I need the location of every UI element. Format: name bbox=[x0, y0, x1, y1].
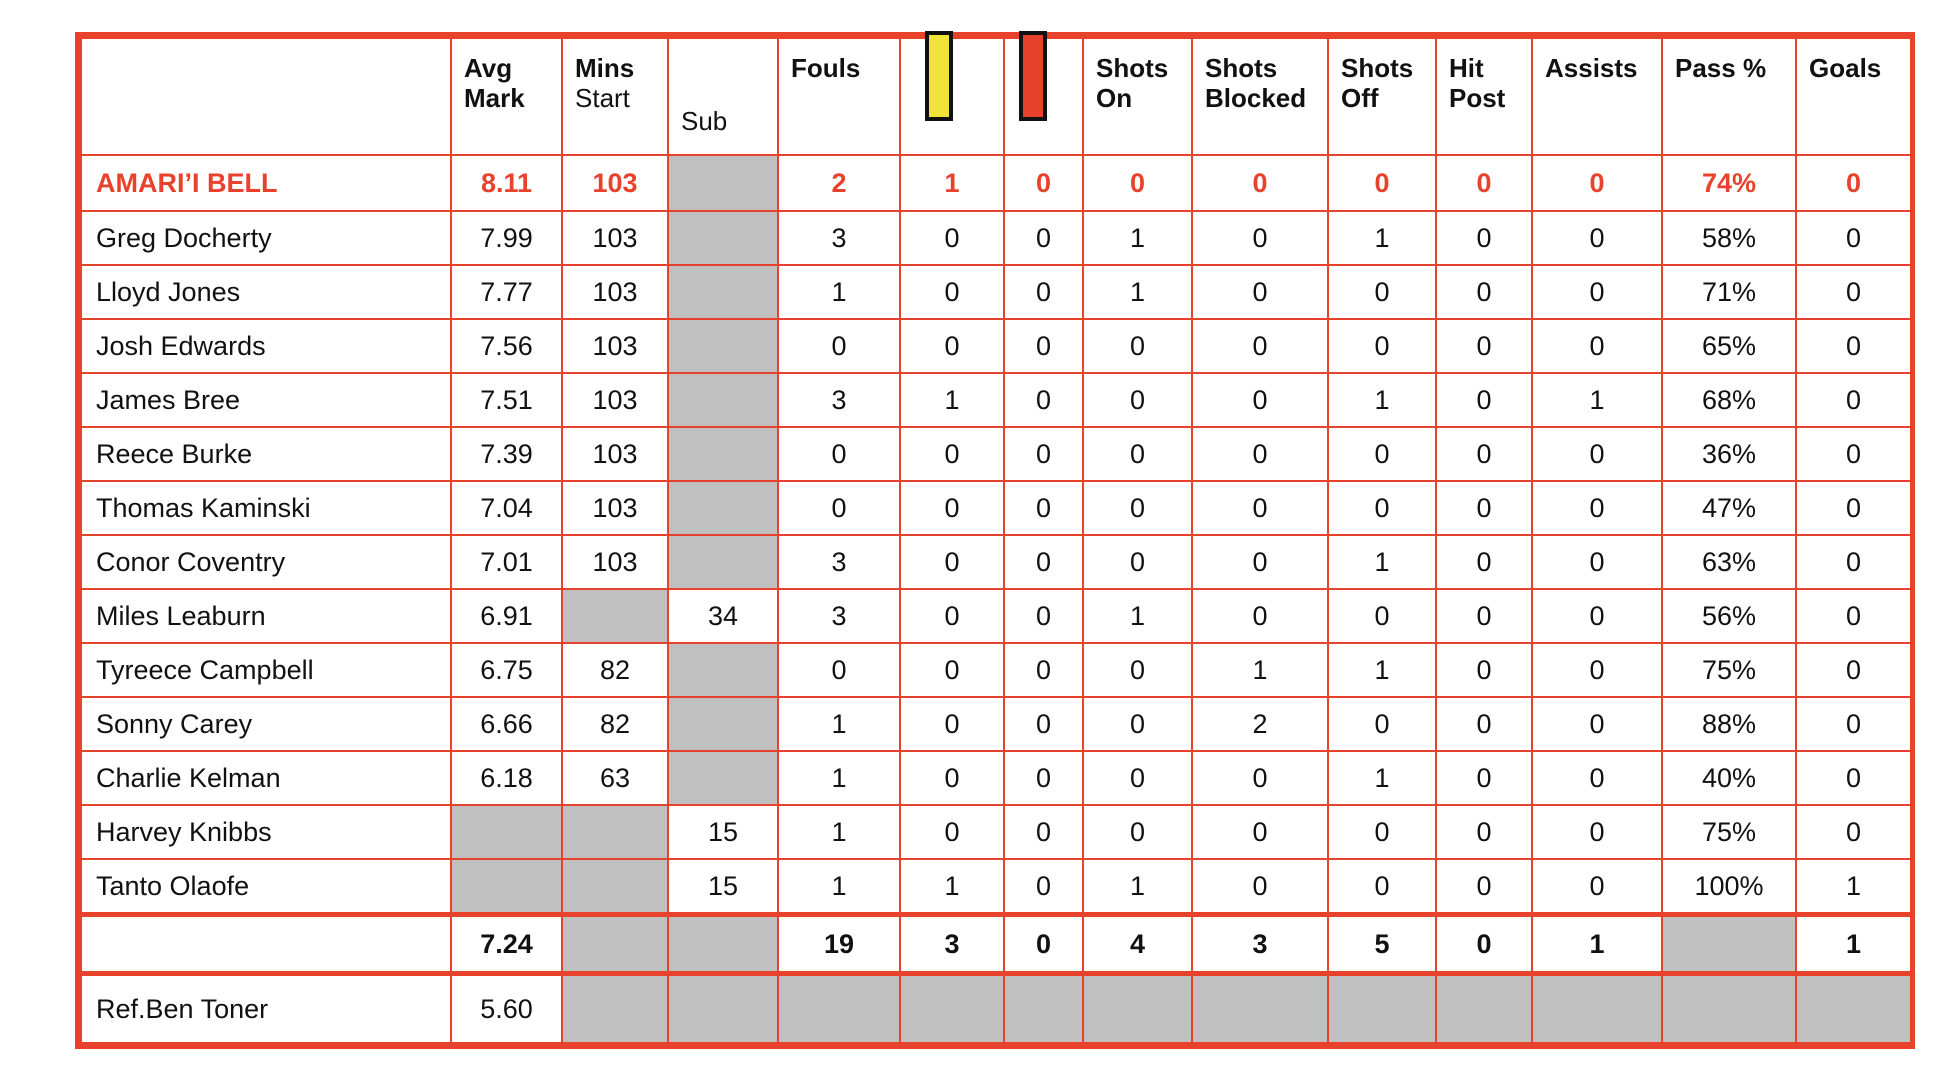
player-row bbox=[81, 265, 1911, 319]
cell-avg: 7.01 bbox=[451, 535, 562, 589]
player-row bbox=[81, 211, 1911, 265]
referee-empty-cell bbox=[1662, 974, 1796, 1044]
cell-post: 0 bbox=[1436, 211, 1532, 265]
cell-on: 1 bbox=[1083, 589, 1192, 643]
cell-name: AMARI’I BELL bbox=[81, 155, 451, 211]
cell-red: 0 bbox=[1004, 697, 1083, 751]
cell-goals: 0 bbox=[1796, 805, 1911, 859]
cell-fouls: 1 bbox=[778, 751, 900, 805]
cell-name: Josh Edwards bbox=[81, 319, 451, 373]
cell-sub bbox=[668, 643, 778, 697]
cell-pass: 68% bbox=[1662, 373, 1796, 427]
cell-on: 0 bbox=[1083, 697, 1192, 751]
cell-blocked: 0 bbox=[1192, 319, 1328, 373]
cell-fouls: 1 bbox=[778, 697, 900, 751]
referee-empty-cell bbox=[1796, 974, 1911, 1044]
cell-red: 0 bbox=[1004, 589, 1083, 643]
cell-pass: 36% bbox=[1662, 427, 1796, 481]
cell-pass: 74% bbox=[1662, 155, 1796, 211]
cell-blocked: 0 bbox=[1192, 211, 1328, 265]
cell-post: 0 bbox=[1436, 697, 1532, 751]
cell-red: 0 bbox=[1004, 643, 1083, 697]
cell-pass: 58% bbox=[1662, 211, 1796, 265]
total-yellow: 3 bbox=[900, 915, 1004, 974]
cell-on: 0 bbox=[1083, 481, 1192, 535]
player-row bbox=[81, 805, 1911, 859]
cell-pass: 56% bbox=[1662, 589, 1796, 643]
cell-avg: 7.99 bbox=[451, 211, 562, 265]
cell-off: 1 bbox=[1328, 751, 1436, 805]
cell-off: 0 bbox=[1328, 481, 1436, 535]
cell-goals: 1 bbox=[1796, 859, 1911, 915]
cell-name: Charlie Kelman bbox=[81, 751, 451, 805]
total-off: 5 bbox=[1328, 915, 1436, 974]
cell-blocked: 0 bbox=[1192, 859, 1328, 915]
cell-sub bbox=[668, 373, 778, 427]
cell-pass: 65% bbox=[1662, 319, 1796, 373]
player-row bbox=[81, 319, 1911, 373]
cell-blocked: 0 bbox=[1192, 265, 1328, 319]
cell-fouls: 3 bbox=[778, 211, 900, 265]
cell-goals: 0 bbox=[1796, 535, 1911, 589]
cell-sub bbox=[668, 265, 778, 319]
referee-empty-cell bbox=[778, 974, 900, 1044]
referee-name: Ref.Ben Toner bbox=[81, 974, 451, 1044]
cell-fouls: 2 bbox=[778, 155, 900, 211]
cell-assists: 0 bbox=[1532, 697, 1662, 751]
cell-assists: 0 bbox=[1532, 535, 1662, 589]
cell-goals: 0 bbox=[1796, 319, 1911, 373]
cell-off: 0 bbox=[1328, 805, 1436, 859]
header-shots-off: Shots Off bbox=[1328, 38, 1436, 155]
cell-avg: 7.39 bbox=[451, 427, 562, 481]
cell-goals: 0 bbox=[1796, 697, 1911, 751]
cell-blocked: 0 bbox=[1192, 589, 1328, 643]
cell-avg: 6.91 bbox=[451, 589, 562, 643]
referee-avg: 5.60 bbox=[451, 974, 562, 1044]
referee-empty-cell bbox=[562, 974, 668, 1044]
cell-sub bbox=[668, 155, 778, 211]
cell-avg bbox=[451, 859, 562, 915]
header-shots-on: Shots On bbox=[1083, 38, 1192, 155]
cell-pass: 75% bbox=[1662, 805, 1796, 859]
total-pass bbox=[1662, 915, 1796, 974]
cell-sub bbox=[668, 697, 778, 751]
cell-assists: 0 bbox=[1532, 643, 1662, 697]
cell-name: Conor Coventry bbox=[81, 535, 451, 589]
cell-pass: 75% bbox=[1662, 643, 1796, 697]
referee-empty-cell bbox=[1436, 974, 1532, 1044]
header-pass-percent: Pass % bbox=[1662, 38, 1796, 155]
player-row bbox=[81, 535, 1911, 589]
cell-post: 0 bbox=[1436, 589, 1532, 643]
cell-fouls: 3 bbox=[778, 535, 900, 589]
cell-start: 103 bbox=[562, 427, 668, 481]
cell-off: 0 bbox=[1328, 319, 1436, 373]
referee-empty-cell bbox=[1083, 974, 1192, 1044]
cell-off: 0 bbox=[1328, 697, 1436, 751]
cell-on: 0 bbox=[1083, 535, 1192, 589]
player-ratings-table bbox=[75, 32, 1915, 1049]
cell-pass: 47% bbox=[1662, 481, 1796, 535]
cell-red: 0 bbox=[1004, 211, 1083, 265]
cell-yellow: 0 bbox=[900, 589, 1004, 643]
cell-assists: 0 bbox=[1532, 319, 1662, 373]
cell-red: 0 bbox=[1004, 265, 1083, 319]
cell-pass: 40% bbox=[1662, 751, 1796, 805]
player-row bbox=[81, 589, 1911, 643]
cell-red: 0 bbox=[1004, 155, 1083, 211]
cell-goals: 0 bbox=[1796, 427, 1911, 481]
total-name bbox=[81, 915, 451, 974]
cell-yellow: 0 bbox=[900, 805, 1004, 859]
cell-fouls: 0 bbox=[778, 481, 900, 535]
cell-name: Reece Burke bbox=[81, 427, 451, 481]
cell-post: 0 bbox=[1436, 535, 1532, 589]
player-row bbox=[81, 751, 1911, 805]
cell-assists: 0 bbox=[1532, 265, 1662, 319]
cell-on: 1 bbox=[1083, 265, 1192, 319]
cell-blocked: 0 bbox=[1192, 751, 1328, 805]
cell-off: 1 bbox=[1328, 211, 1436, 265]
cell-name: Tyreece Campbell bbox=[81, 643, 451, 697]
cell-sub bbox=[668, 481, 778, 535]
header-hit-post: Hit Post bbox=[1436, 38, 1532, 155]
cell-yellow: 1 bbox=[900, 373, 1004, 427]
header-yellow-card bbox=[900, 38, 1004, 155]
cell-avg: 6.18 bbox=[451, 751, 562, 805]
header-mins-start: Mins Start bbox=[562, 38, 668, 155]
cell-blocked: 0 bbox=[1192, 535, 1328, 589]
cell-on: 0 bbox=[1083, 751, 1192, 805]
cell-name: Miles Leaburn bbox=[81, 589, 451, 643]
cell-start bbox=[562, 859, 668, 915]
cell-sub: 15 bbox=[668, 859, 778, 915]
cell-post: 0 bbox=[1436, 805, 1532, 859]
cell-start: 103 bbox=[562, 535, 668, 589]
cell-on: 0 bbox=[1083, 319, 1192, 373]
cell-blocked: 0 bbox=[1192, 805, 1328, 859]
cell-avg: 7.51 bbox=[451, 373, 562, 427]
cell-name: Greg Docherty bbox=[81, 211, 451, 265]
total-goals: 1 bbox=[1796, 915, 1911, 974]
cell-fouls: 3 bbox=[778, 589, 900, 643]
referee-empty-cell bbox=[1004, 974, 1083, 1044]
cell-red: 0 bbox=[1004, 319, 1083, 373]
cell-sub bbox=[668, 535, 778, 589]
total-sub bbox=[668, 915, 778, 974]
yellow-card-icon bbox=[925, 31, 953, 121]
cell-sub bbox=[668, 751, 778, 805]
cell-avg: 7.04 bbox=[451, 481, 562, 535]
cell-name: James Bree bbox=[81, 373, 451, 427]
cell-goals: 0 bbox=[1796, 265, 1911, 319]
cell-start bbox=[562, 805, 668, 859]
cell-fouls: 0 bbox=[778, 427, 900, 481]
cell-assists: 0 bbox=[1532, 155, 1662, 211]
cell-on: 1 bbox=[1083, 859, 1192, 915]
cell-off: 1 bbox=[1328, 535, 1436, 589]
cell-fouls: 1 bbox=[778, 805, 900, 859]
cell-pass: 71% bbox=[1662, 265, 1796, 319]
player-row bbox=[81, 859, 1911, 915]
cell-red: 0 bbox=[1004, 751, 1083, 805]
total-blocked: 3 bbox=[1192, 915, 1328, 974]
total-start bbox=[562, 915, 668, 974]
cell-blocked: 2 bbox=[1192, 697, 1328, 751]
referee-empty-cell bbox=[668, 974, 778, 1044]
cell-yellow: 1 bbox=[900, 859, 1004, 915]
cell-post: 0 bbox=[1436, 859, 1532, 915]
header-sub: Sub bbox=[668, 38, 778, 155]
cell-assists: 0 bbox=[1532, 805, 1662, 859]
cell-assists: 0 bbox=[1532, 859, 1662, 915]
referee-empty-cell bbox=[1328, 974, 1436, 1044]
cell-yellow: 0 bbox=[900, 751, 1004, 805]
cell-yellow: 0 bbox=[900, 643, 1004, 697]
player-row bbox=[81, 643, 1911, 697]
cell-assists: 0 bbox=[1532, 589, 1662, 643]
total-fouls: 19 bbox=[778, 915, 900, 974]
cell-sub bbox=[668, 211, 778, 265]
cell-off: 1 bbox=[1328, 373, 1436, 427]
cell-red: 0 bbox=[1004, 427, 1083, 481]
cell-sub: 34 bbox=[668, 589, 778, 643]
cell-start: 63 bbox=[562, 751, 668, 805]
referee-empty-cell bbox=[1192, 974, 1328, 1044]
cell-yellow: 0 bbox=[900, 697, 1004, 751]
cell-avg: 6.75 bbox=[451, 643, 562, 697]
player-row bbox=[81, 373, 1911, 427]
total-assists: 1 bbox=[1532, 915, 1662, 974]
cell-sub bbox=[668, 427, 778, 481]
cell-name: Lloyd Jones bbox=[81, 265, 451, 319]
header-assists: Assists bbox=[1532, 38, 1662, 155]
cell-start: 103 bbox=[562, 155, 668, 211]
cell-avg: 7.77 bbox=[451, 265, 562, 319]
cell-fouls: 1 bbox=[778, 265, 900, 319]
cell-red: 0 bbox=[1004, 805, 1083, 859]
cell-off: 0 bbox=[1328, 859, 1436, 915]
cell-avg: 8.11 bbox=[451, 155, 562, 211]
cell-red: 0 bbox=[1004, 535, 1083, 589]
header-red-card bbox=[1004, 38, 1083, 155]
cell-on: 0 bbox=[1083, 643, 1192, 697]
header-blank bbox=[81, 38, 451, 155]
cell-start: 103 bbox=[562, 481, 668, 535]
red-card-icon bbox=[1019, 31, 1047, 121]
cell-assists: 0 bbox=[1532, 481, 1662, 535]
total-post: 0 bbox=[1436, 915, 1532, 974]
cell-fouls: 3 bbox=[778, 373, 900, 427]
cell-yellow: 0 bbox=[900, 427, 1004, 481]
referee-empty-cell bbox=[900, 974, 1004, 1044]
cell-goals: 0 bbox=[1796, 589, 1911, 643]
cell-avg: 6.66 bbox=[451, 697, 562, 751]
cell-yellow: 0 bbox=[900, 319, 1004, 373]
totals-row bbox=[81, 915, 1911, 974]
total-on: 4 bbox=[1083, 915, 1192, 974]
cell-post: 0 bbox=[1436, 643, 1532, 697]
cell-yellow: 0 bbox=[900, 535, 1004, 589]
cell-fouls: 1 bbox=[778, 859, 900, 915]
cell-sub bbox=[668, 319, 778, 373]
cell-avg: 7.56 bbox=[451, 319, 562, 373]
cell-yellow: 0 bbox=[900, 265, 1004, 319]
cell-name: Harvey Knibbs bbox=[81, 805, 451, 859]
cell-goals: 0 bbox=[1796, 481, 1911, 535]
cell-start: 82 bbox=[562, 643, 668, 697]
player-row bbox=[81, 427, 1911, 481]
header-row bbox=[81, 38, 1911, 155]
cell-off: 0 bbox=[1328, 427, 1436, 481]
cell-post: 0 bbox=[1436, 319, 1532, 373]
cell-post: 0 bbox=[1436, 481, 1532, 535]
cell-sub: 15 bbox=[668, 805, 778, 859]
cell-on: 1 bbox=[1083, 211, 1192, 265]
cell-on: 0 bbox=[1083, 427, 1192, 481]
cell-pass: 100% bbox=[1662, 859, 1796, 915]
cell-goals: 0 bbox=[1796, 643, 1911, 697]
cell-off: 0 bbox=[1328, 155, 1436, 211]
referee-empty-cell bbox=[1532, 974, 1662, 1044]
cell-fouls: 0 bbox=[778, 319, 900, 373]
cell-avg bbox=[451, 805, 562, 859]
cell-start: 103 bbox=[562, 265, 668, 319]
cell-red: 0 bbox=[1004, 373, 1083, 427]
cell-on: 0 bbox=[1083, 155, 1192, 211]
cell-start: 103 bbox=[562, 211, 668, 265]
cell-name: Sonny Carey bbox=[81, 697, 451, 751]
cell-name: Thomas Kaminski bbox=[81, 481, 451, 535]
player-row bbox=[81, 155, 1911, 211]
cell-post: 0 bbox=[1436, 373, 1532, 427]
header-shots-blocked: Shots Blocked bbox=[1192, 38, 1328, 155]
cell-yellow: 0 bbox=[900, 211, 1004, 265]
cell-goals: 0 bbox=[1796, 751, 1911, 805]
player-row bbox=[81, 697, 1911, 751]
cell-post: 0 bbox=[1436, 265, 1532, 319]
cell-blocked: 0 bbox=[1192, 481, 1328, 535]
cell-blocked: 1 bbox=[1192, 643, 1328, 697]
referee-row bbox=[81, 974, 1911, 1044]
cell-goals: 0 bbox=[1796, 211, 1911, 265]
cell-start bbox=[562, 589, 668, 643]
cell-post: 0 bbox=[1436, 427, 1532, 481]
cell-assists: 0 bbox=[1532, 751, 1662, 805]
cell-pass: 63% bbox=[1662, 535, 1796, 589]
cell-post: 0 bbox=[1436, 751, 1532, 805]
cell-blocked: 0 bbox=[1192, 427, 1328, 481]
cell-assists: 0 bbox=[1532, 211, 1662, 265]
cell-start: 103 bbox=[562, 373, 668, 427]
header-fouls: Fouls bbox=[778, 38, 900, 155]
cell-off: 0 bbox=[1328, 265, 1436, 319]
player-row bbox=[81, 481, 1911, 535]
cell-blocked: 0 bbox=[1192, 373, 1328, 427]
cell-start: 82 bbox=[562, 697, 668, 751]
total-red: 0 bbox=[1004, 915, 1083, 974]
cell-yellow: 1 bbox=[900, 155, 1004, 211]
cell-off: 0 bbox=[1328, 589, 1436, 643]
cell-assists: 1 bbox=[1532, 373, 1662, 427]
total-avg: 7.24 bbox=[451, 915, 562, 974]
cell-red: 0 bbox=[1004, 859, 1083, 915]
cell-on: 0 bbox=[1083, 373, 1192, 427]
header-avg-mark: Avg Mark bbox=[451, 38, 562, 155]
header-goals: Goals bbox=[1796, 38, 1911, 155]
cell-pass: 88% bbox=[1662, 697, 1796, 751]
cell-goals: 0 bbox=[1796, 373, 1911, 427]
cell-yellow: 0 bbox=[900, 481, 1004, 535]
cell-goals: 0 bbox=[1796, 155, 1911, 211]
cell-post: 0 bbox=[1436, 155, 1532, 211]
cell-fouls: 0 bbox=[778, 643, 900, 697]
cell-blocked: 0 bbox=[1192, 155, 1328, 211]
cell-red: 0 bbox=[1004, 481, 1083, 535]
cell-name: Tanto Olaofe bbox=[81, 859, 451, 915]
cell-on: 0 bbox=[1083, 805, 1192, 859]
cell-start: 103 bbox=[562, 319, 668, 373]
cell-off: 1 bbox=[1328, 643, 1436, 697]
cell-assists: 0 bbox=[1532, 427, 1662, 481]
